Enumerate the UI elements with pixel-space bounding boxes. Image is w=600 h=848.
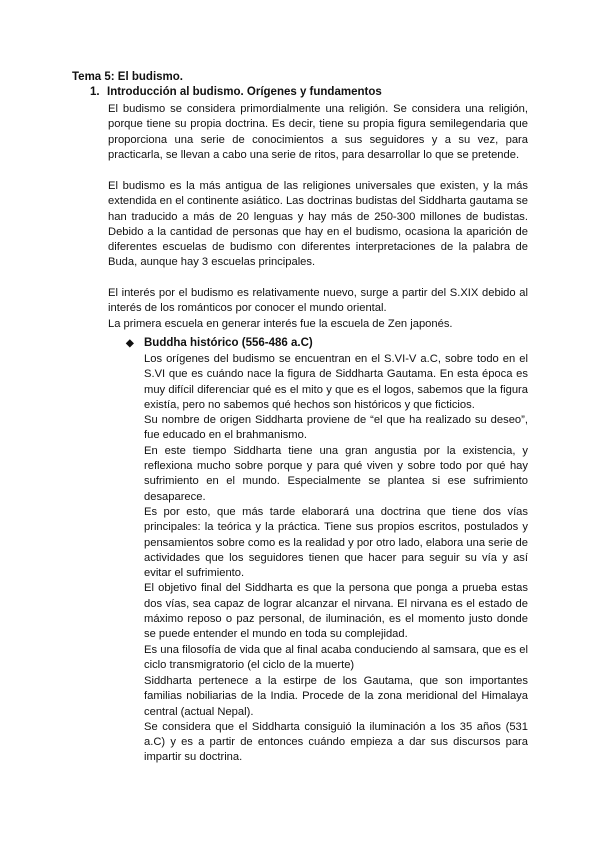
subsection-heading-text: Buddha histórico (556-486 a.C) — [144, 337, 313, 349]
buddha-paragraph-6: Es una filosofía de vida que al final acaba conduciendo al samsara, que es el ciclo transmigratorio (el ciclo de la muerte) — [144, 643, 528, 671]
buddha-paragraph-3: En este tiempo Siddharta tiene una gran angustia por la existencia, y reflexiona mucho sobre porque y para qué viven y sobre todo por qué hay sufrimiento en el mundo. Especialmente se plantea si ese sufrimiento desaparece. — [144, 444, 528, 503]
intro-paragraph-4: La primera escuela en generar interés fue la escuela de Zen japonés. — [108, 317, 453, 330]
buddha-paragraph-7: Siddharta pertenece a la estirpe de los Gautama, que son importantes familias nobiliarias de la India. Procede de la zona meridional del Himalaya central (actual Nepal). — [144, 675, 528, 718]
diamond-bullet-icon: ◆ — [126, 338, 134, 349]
buddha-paragraph-2: Su nombre de origen Siddharta proviene de “el que ha realizado su deseo”, fue educado en el brahmanismo. — [144, 414, 528, 442]
buddha-text-block — [144, 352, 528, 673]
section-heading-1 — [90, 86, 382, 98]
buddha-paragraph-5: El objetivo final del Siddharta es que la persona que ponga a prueba estas dos vías, sea capaz de lograr alcanzar el nirvana. El nirvana es el estado de máximo reposo o paz personal, de iluminación, es el momento justo donde se puede entender el mundo en toda su complejidad. — [144, 582, 528, 641]
buddha-paragraph-8: Se considera que el Siddharta consiguió la iluminación a los 35 años (531 a.C) y es a partir de entonces cuándo empieza a dar sus discursos para impartir su doctrina. — [144, 720, 528, 764]
intro-paragraph-2: El budismo es la más antigua de las religiones universales que existen, y la más extendida en el continente asiático. Las doctrinas budistas del Siddharta gautama se han traducido a más de 20 lenguas y hay más de 250-300 millones de budistas. Debido a la cantidad de personas que hay en el budismo, ocasiona la aparición de diferentes escuelas de budismo con diferentes interpretaciones de la palabra de Buda, aunque hay 3 escuelas principales. — [108, 180, 528, 269]
intro-paragraph-3: El interés por el budismo es relativamente nuevo, surge a partir del S.XIX debido al interés de los románticos por conocer el mundo oriental. La primera escuela en generar interés fue la escuela de Zen japonés. — [108, 286, 528, 332]
buddha-paragraph-4: Es por esto, que más tarde elaborará una doctrina que tiene dos vías principales: la teórica y la práctica. Tiene sus propios escritos, postulados y pensamientos sobre como es la realidad y por otro lado, elabora una serie de actividades que los seguidores tienen que hacer para seguir su vía y así evitar el sufrimiento. — [144, 505, 528, 580]
buddha-text-block-2 — [144, 674, 528, 766]
section-number: 1. — [90, 86, 100, 98]
intro-paragraph-1: El budismo se considera primordialmente una religión. Se considera una religión, porque tiene su propia doctrina. Es decir, tiene su propia figura semilegendaria que proporciona una serie de conocimientos a sus seguidores y a su vez, para practicarla, se llevan a cabo una serie de ritos, para desarrollar lo que se pretende. — [108, 103, 528, 161]
subsection-heading — [126, 337, 313, 349]
section-heading-text: Introducción al budismo. Orígenes y fundamentos — [107, 86, 382, 98]
document-title: Tema 5: El budismo. — [72, 71, 183, 83]
buddha-paragraph-1: Los orígenes del budismo se encuentran en el S.VI-V a.C, sobre todo en el S.VI que es cuándo nace la figura de Siddharta Gautama. En esta época es muy difícil diferenciar qué es el mito y que es el logos, sabemos que la figura existía, pero no sabemos qué hechos son históricos y que ficticios. — [144, 353, 528, 411]
